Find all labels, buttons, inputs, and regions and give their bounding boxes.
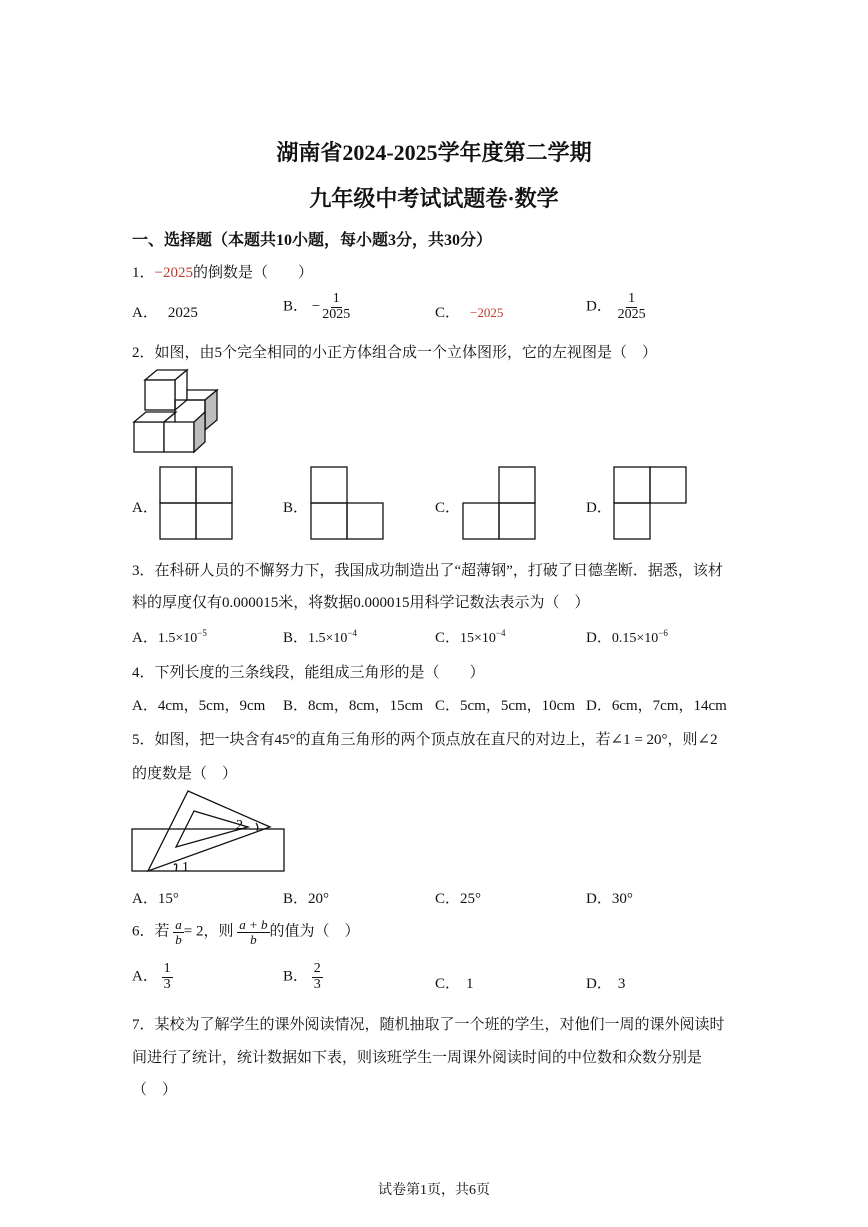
option-exponent: −5 <box>197 628 207 638</box>
page-subtitle: 九年级中考试试题卷·数学 <box>309 186 559 211</box>
question-3-line2: 料的厚度仅有0.000015米，将数据0.000015用科学记数法表示为（ ） <box>132 595 590 611</box>
q3-option-d[interactable] <box>586 626 668 647</box>
option-label: B． <box>283 968 309 985</box>
denominator: b <box>250 931 257 947</box>
q1-option-c[interactable] <box>435 301 503 322</box>
fraction <box>616 292 648 322</box>
numerator: 1 <box>628 291 636 306</box>
question-7-line3: （ ） <box>132 1082 178 1098</box>
question-7-line2: 间进行了统计，统计数据如下表，则该班学生一周课外阅读时间的中位数和众数分别是 <box>132 1050 703 1066</box>
numerator: a <box>175 917 182 932</box>
numerator: 2 <box>313 961 321 976</box>
option-text: 3 <box>617 976 626 992</box>
denominator: 3 <box>163 976 171 992</box>
question-number: 1． <box>132 265 155 281</box>
question-3-line1: 3．在科研人员的不懈努力下，我国成功制造出了“超薄钢”，打破了日德垄断．据悉，该材 <box>132 563 723 579</box>
option-base: 1.5×10 <box>157 631 198 646</box>
q2-option-d[interactable]: D． <box>586 500 612 516</box>
q2-option-a[interactable]: A． <box>132 500 158 516</box>
numerator: a + b <box>239 917 268 932</box>
q3-option-c[interactable] <box>435 626 506 647</box>
question-6 <box>132 918 360 946</box>
denominator: 3 <box>313 976 321 992</box>
q5-option-c[interactable]: C．25° <box>435 891 482 907</box>
option-text: −2025 <box>470 305 504 320</box>
option-label: C． <box>435 976 461 992</box>
q4-option-d[interactable]: D．6cm，7cm，14cm <box>586 698 727 714</box>
q4-option-b[interactable]: B．8cm，8cm，15cm <box>283 698 423 714</box>
q6-option-a[interactable] <box>132 962 173 992</box>
highlight-value: −2025 <box>154 265 193 281</box>
option-label: C． <box>435 305 461 321</box>
page-footer: 试卷第1页，共6页 <box>378 1183 490 1198</box>
option-label: A． <box>132 305 158 321</box>
q2-option-c[interactable]: C． <box>435 500 461 516</box>
option-base: 0.15×10 <box>611 631 659 646</box>
q3-option-a[interactable] <box>132 626 207 647</box>
q4-option-c[interactable]: C．5cm，5cm，10cm <box>435 698 575 714</box>
question-text: 的值为（ ） <box>269 923 360 940</box>
fraction-a-plus-b-over-b <box>237 918 269 946</box>
denominator: b <box>175 931 182 947</box>
option-exponent: −4 <box>347 628 357 638</box>
question-text: 6．若 <box>132 923 170 940</box>
section-heading: 一、选择题（本题共10小题，每小题3分，共30分） <box>132 232 493 249</box>
question-4: 4．下列长度的三条线段，能组成三角形的是（ ） <box>132 665 485 681</box>
q6-option-b[interactable] <box>283 962 323 992</box>
option-label: A． <box>132 630 158 646</box>
option-label: D． <box>586 630 612 646</box>
fraction-a-over-b <box>173 918 184 946</box>
question-text: = 2，则 <box>183 923 234 940</box>
q1-option-a[interactable] <box>132 301 198 322</box>
numerator: 1 <box>332 291 340 306</box>
q5-option-a[interactable]: A．15° <box>132 891 179 907</box>
question-text: 的倒数是（ ） <box>192 265 313 281</box>
option-base: 15×10 <box>460 631 496 646</box>
q5-option-d[interactable]: D．30° <box>586 891 633 907</box>
option-label: C． <box>435 630 461 646</box>
denominator: 2025 <box>322 306 351 322</box>
question-5-line2: 的度数是（ ） <box>132 766 238 782</box>
q6-option-d[interactable] <box>586 972 625 993</box>
view-a-figure <box>160 467 232 539</box>
ruler-triangle-figure <box>130 789 290 875</box>
angle-2-label: 2 <box>236 818 243 833</box>
cube-stack-figure <box>130 368 222 456</box>
angle-1-label: 1 <box>182 860 189 875</box>
option-label: A． <box>132 968 158 985</box>
q4-option-a[interactable]: A．4cm，5cm，9cm <box>132 698 266 714</box>
option-base: 1.5×10 <box>308 631 348 646</box>
fraction <box>162 962 173 992</box>
question-7-line1: 7．某校为了解学生的课外阅读情况，随机抽取了一个班的学生，对他们一周的课外阅读时 <box>132 1017 725 1033</box>
view-d-figure <box>614 467 686 539</box>
view-c-figure <box>463 467 535 539</box>
minus-sign: − <box>311 298 321 315</box>
numerator: 1 <box>163 961 171 976</box>
q5-option-b[interactable]: B．20° <box>283 891 330 907</box>
q1-option-d[interactable] <box>586 292 648 322</box>
option-exponent: −4 <box>495 628 506 638</box>
option-label: B． <box>283 298 309 315</box>
question-5-line1: 5．如图，把一块含有45°的直角三角形的两个顶点放在直尺的对边上，若∠1 = 20°，则∠2 <box>132 732 718 748</box>
page-title: 湖南省2024-2025学年度第二学期 <box>276 140 592 165</box>
fraction <box>312 962 323 992</box>
option-exponent: −6 <box>658 628 668 638</box>
option-label: D． <box>586 976 612 992</box>
view-b-figure <box>311 467 383 539</box>
q3-option-b[interactable] <box>283 626 357 647</box>
denominator: 2025 <box>617 306 646 322</box>
question-2: 2．如图，由5个完全相同的小正方体组合成一个立体图形，它的左视图是（ ） <box>132 345 658 361</box>
option-text: 1 <box>466 976 474 992</box>
q1-option-b[interactable] <box>283 292 352 322</box>
option-text: 2025 <box>167 305 198 321</box>
option-label: B． <box>283 630 309 646</box>
fraction <box>320 292 352 322</box>
q6-option-c[interactable] <box>435 972 474 993</box>
question-1 <box>132 261 313 282</box>
option-label: D． <box>586 298 612 315</box>
q2-option-b[interactable]: B． <box>283 500 309 516</box>
